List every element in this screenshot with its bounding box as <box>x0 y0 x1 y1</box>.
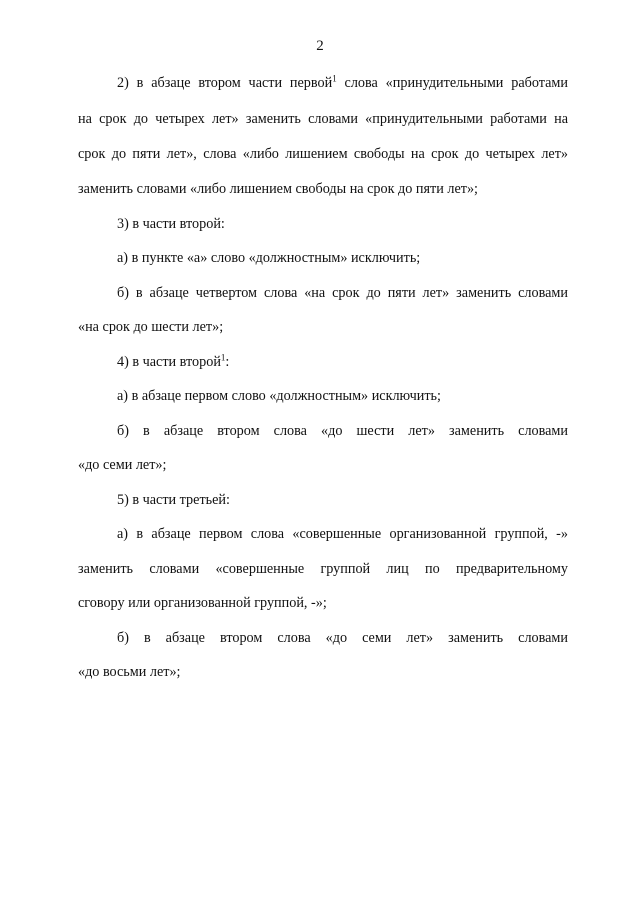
paragraph-line: а) в абзаце первом слова «совершенные организованной группой, -» <box>117 526 568 542</box>
paragraph-line: «до восьми лет»; <box>78 664 181 680</box>
paragraph-line: б) в абзаце втором слова «до семи лет» заменить словами <box>117 630 568 646</box>
paragraph-line: а) в пункте «а» слово «должностным» исключить; <box>117 250 421 266</box>
paragraph-line: 2) в абзаце втором части первой$^1$ слова «принудительными работами <box>117 73 568 91</box>
paragraph-line: «на срок до шести лет»; <box>78 319 224 335</box>
paragraph-line: заменить словами «либо лишением свободы на срок до пяти лет»; <box>78 181 478 197</box>
paragraph-line: на срок до четырех лет» заменить словами «принудительными работами на <box>78 111 568 127</box>
superscript: 1 <box>332 73 337 84</box>
superscript: 1 <box>220 352 226 363</box>
paragraph-line: 4) в части второй$^1$: <box>117 352 230 370</box>
paragraph-line: б) в абзаце четвертом слова «на срок до пяти лет» заменить словами <box>117 285 568 301</box>
paragraph-line: а) в абзаце первом слово «должностным» исключить; <box>117 388 441 404</box>
paragraph-line: 5) в части третьей: <box>117 492 230 508</box>
paragraph-line: б) в абзаце втором слова «до шести лет» заменить словами <box>117 423 568 439</box>
paragraph-line: «до семи лет»; <box>78 457 167 473</box>
paragraph-line: сговору или организованной группой, -»; <box>78 595 327 611</box>
page-number: 2 <box>316 38 324 54</box>
paragraph-line: 3) в части второй: <box>117 216 225 232</box>
paragraph-line: срок до пяти лет», слова «либо лишением свободы на срок до четырех лет» <box>78 146 568 162</box>
paragraph-line: заменить словами «совершенные группой лиц по предварительному <box>78 561 568 577</box>
